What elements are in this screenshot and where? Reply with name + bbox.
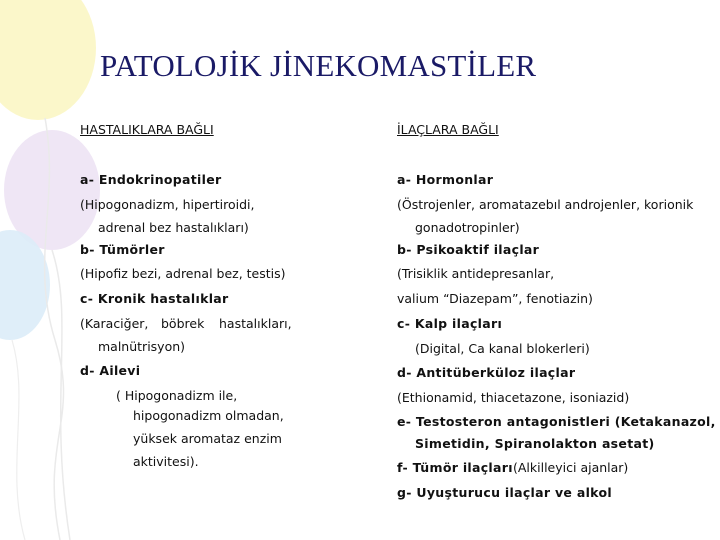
- left-item-b-detail: (Hipofiz bezi, adrenal bez, testis): [80, 266, 286, 281]
- right-item-g-label: g- Uyuşturucu ilaçlar ve alkol: [397, 485, 612, 500]
- left-item-c-label: c- Kronik hastalıklar: [80, 291, 229, 306]
- left-item-a-detail: (Hipogonadizm, hipertiroidi,: [80, 197, 255, 212]
- left-item-a-detail: adrenal bez hastalıkları): [98, 220, 249, 235]
- left-item-d-detail: aktivitesi).: [133, 454, 199, 469]
- left-item-b-label: b- Tümörler: [80, 242, 165, 257]
- yellow-balloon-decoration: [0, 0, 96, 120]
- right-item-f-detail: (Alkilleyici ajanlar): [513, 460, 629, 475]
- right-item-e-label: Simetidin, Spiranolakton asetat): [415, 436, 655, 451]
- right-item-c-detail: (Digital, Ca kanal blokerleri): [415, 341, 590, 356]
- right-item-a-detail: gonadotropinler): [415, 220, 520, 235]
- left-item-c-detail: hastalıkları,: [219, 316, 292, 331]
- left-column-header: HASTALIKLARA BAĞLI: [80, 122, 214, 137]
- right-item-b-label: b- Psikoaktif ilaçlar: [397, 242, 540, 257]
- left-item-c-detail: böbrek: [161, 316, 205, 331]
- left-item-d-detail: hipogonadizm olmadan,: [133, 408, 284, 423]
- right-column-header: İLAÇLARA BAĞLI: [397, 122, 499, 137]
- slide-title: PATOLOJİK JİNEKOMASTİLER: [100, 48, 537, 83]
- right-item-e-label: e- Testosteron antagonistleri (Ketakanazol,: [397, 414, 716, 429]
- right-item-b-detail: (Trisiklik antidepresanlar,: [397, 266, 555, 281]
- right-item-a-detail: (Östrojenler, aromatazebıl androjenler, korionik: [397, 197, 694, 212]
- left-item-c-detail: (Karaciğer,: [80, 316, 149, 331]
- right-item-d-detail: (Ethionamid, thiacetazone, isoniazid): [397, 390, 630, 405]
- right-item-b-detail: valium “Diazepam”, fenotiazin): [397, 291, 593, 306]
- left-item-d-detail: ( Hipogonadizm ile,: [116, 388, 238, 403]
- left-item-d-detail: yüksek aromataz enzim: [133, 431, 282, 446]
- left-item-d-label: d- Ailevi: [80, 363, 141, 378]
- left-item-a-label: a- Endokrinopatiler: [80, 172, 222, 187]
- balloon-string-decoration: [12, 340, 25, 540]
- right-item-f-label: f- Tümör ilaçları: [397, 460, 513, 475]
- left-item-c-detail: malnütrisyon): [98, 339, 186, 354]
- right-item-a-label: a- Hormonlar: [397, 172, 494, 187]
- right-item-c-label: c- Kalp ilaçları: [397, 316, 503, 331]
- right-item-d-label: d- Antitüberküloz ilaçlar: [397, 365, 576, 380]
